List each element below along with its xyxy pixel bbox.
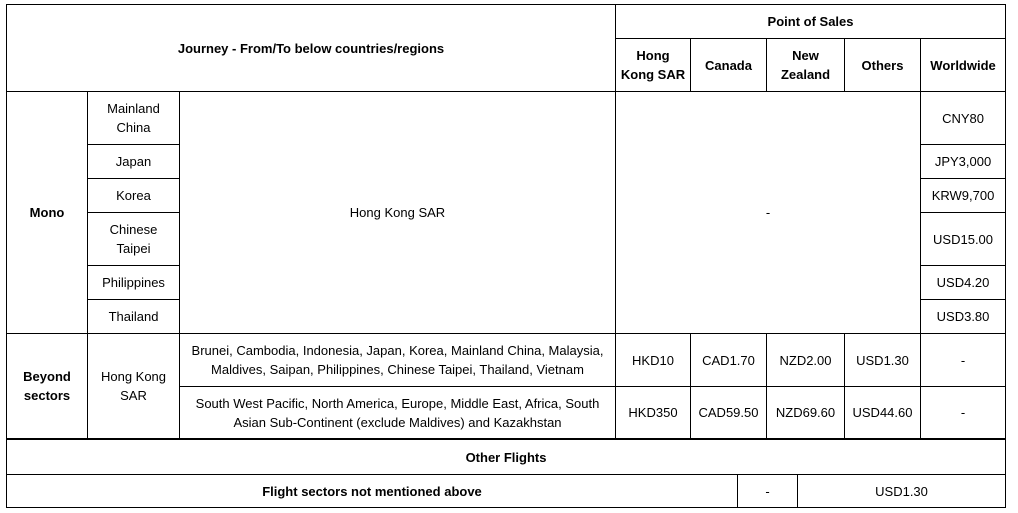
mono-worldwide-fee: USD15.00 — [921, 213, 1006, 266]
other-flights-title: Other Flights — [7, 440, 1006, 475]
mono-worldwide-fee: USD4.20 — [921, 266, 1006, 300]
beyond-fee-hong-kong: HKD350 — [616, 387, 691, 439]
mono-country: Philippines — [88, 266, 180, 300]
mono-country: Korea — [88, 179, 180, 213]
pos-col-canada: Canada — [691, 39, 767, 92]
pos-col-new-zealand: New Zealand — [767, 39, 845, 92]
other-flights-table — [6, 439, 1006, 508]
fee-table — [6, 4, 1006, 439]
mono-pos-value: - — [616, 92, 921, 334]
other-flights-row-label: Flight sectors not mentioned above — [7, 475, 738, 508]
beyond-label: Beyond sectors — [7, 334, 88, 439]
pos-col-hong-kong: Hong Kong SAR — [616, 39, 691, 92]
mono-worldwide-fee: JPY3,000 — [921, 145, 1006, 179]
beyond-fee-canada: CAD1.70 — [691, 334, 767, 387]
beyond-fee-worldwide: - — [921, 334, 1006, 387]
mono-worldwide-fee: USD3.80 — [921, 300, 1006, 334]
beyond-origin: Hong Kong SAR — [88, 334, 180, 439]
mono-destination: Hong Kong SAR — [180, 92, 616, 334]
beyond-fee-worldwide: - — [921, 387, 1006, 439]
beyond-fee-new-zealand: NZD2.00 — [767, 334, 845, 387]
beyond-fee-others: USD1.30 — [845, 334, 921, 387]
beyond-fee-canada: CAD59.50 — [691, 387, 767, 439]
beyond-fee-others: USD44.60 — [845, 387, 921, 439]
mono-country: Japan — [88, 145, 180, 179]
mono-label: Mono — [7, 92, 88, 334]
journey-header: Journey - From/To below countries/regions — [7, 5, 616, 92]
beyond-fee-hong-kong: HKD10 — [616, 334, 691, 387]
other-flights-fee: USD1.30 — [798, 475, 1006, 508]
mono-country: Chinese Taipei — [88, 213, 180, 266]
point-of-sales-header: Point of Sales — [616, 5, 1006, 39]
mono-worldwide-fee: KRW9,700 — [921, 179, 1006, 213]
pos-col-others: Others — [845, 39, 921, 92]
other-flights-dash: - — [738, 475, 798, 508]
mono-country: Mainland China — [88, 92, 180, 145]
mono-country: Thailand — [88, 300, 180, 334]
beyond-destinations: Brunei, Cambodia, Indonesia, Japan, Korea, Mainland China, Malaysia, Maldives, Saipan, Philippines, Chinese Taipei, Thailand, Vietnam — [180, 334, 616, 387]
beyond-fee-new-zealand: NZD69.60 — [767, 387, 845, 439]
mono-worldwide-fee: CNY80 — [921, 92, 1006, 145]
beyond-destinations: South West Pacific, North America, Europe, Middle East, Africa, South Asian Sub-Continent (exclude Maldives) and Kazakhstan — [180, 387, 616, 439]
pos-col-worldwide: Worldwide — [921, 39, 1006, 92]
